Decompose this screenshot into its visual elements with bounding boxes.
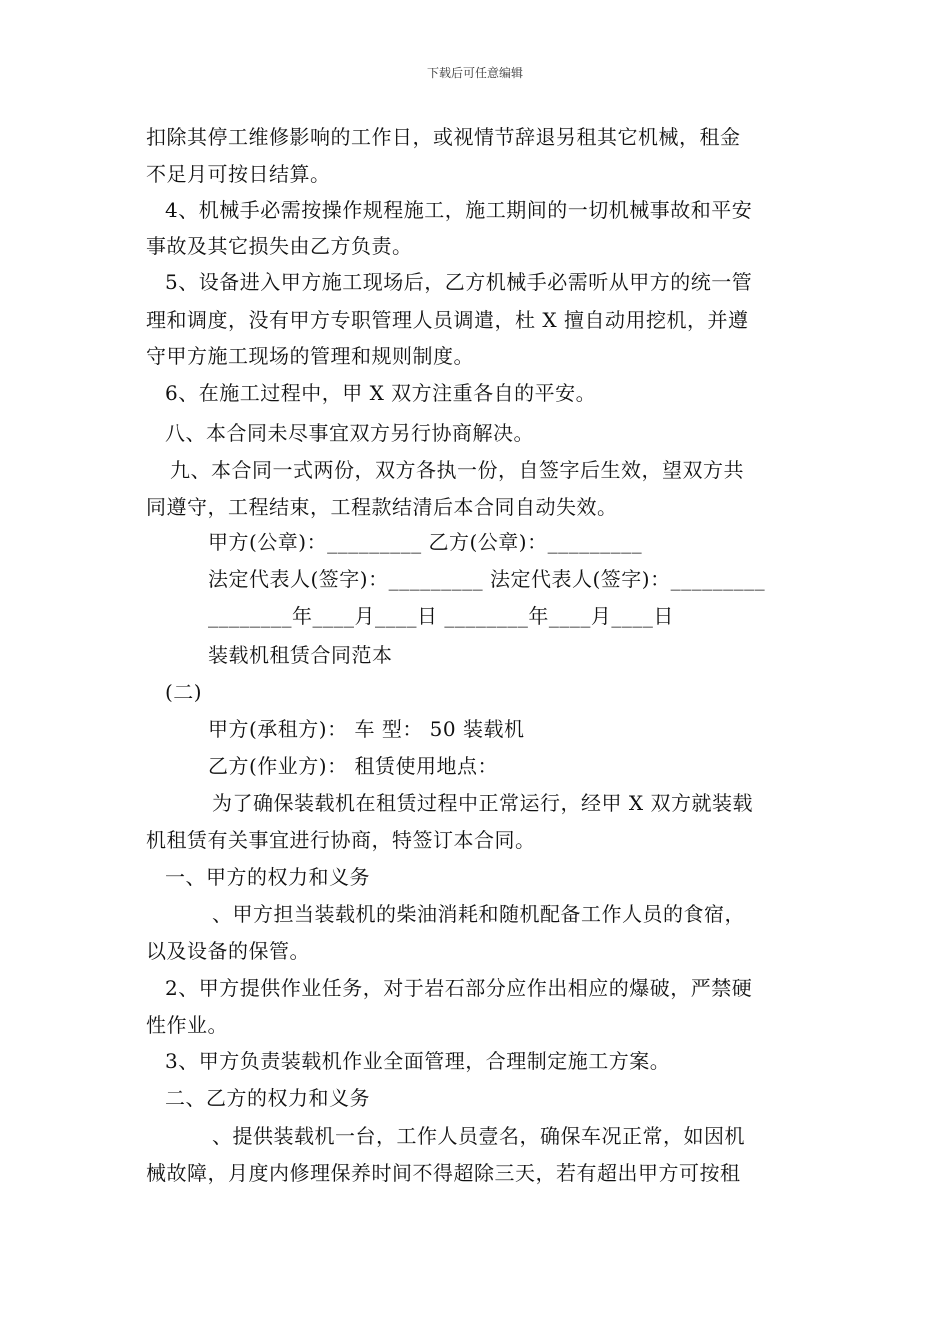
paragraph-line: 同遵守，工程结束，工程款结清后本合同自动失效。 (146, 495, 618, 519)
signature-line-representative: 法定代表人(签字)：_________ 法定代表人(签字)：_________ (208, 567, 766, 591)
paragraph-line: 理和调度，没有甲方专职管理人员调遣，杜 X 擅自动用挖机，并遵 (146, 308, 749, 332)
signature-line-seal: 甲方(公章)：_________ 乙方(公章)：_________ (208, 530, 643, 554)
page-header-note: 下载后可任意编辑 (426, 66, 523, 80)
paragraph-line: 5、设备进入甲方施工现场后，乙方机械手必需听从甲方的统一管 (165, 270, 753, 294)
signature-line-date: ________年____月____日 ________年____月____日 (208, 604, 674, 628)
party-b-line: 乙方(作业方)： 租赁使用地点： (208, 754, 498, 778)
section-heading: 二、乙方的权力和义务 (165, 1086, 370, 1110)
paragraph-line: 4、机械手必需按操作规程施工，施工期间的一切机械事故和平安 (165, 198, 753, 222)
paragraph-line: 八、本合同未尽事宜双方另行协商解决。 (165, 421, 534, 445)
contract-title: 装载机租赁合同范本 (208, 643, 393, 667)
paragraph-line: 守甲方施工现场的管理和规则制度。 (146, 344, 474, 368)
section-heading: 一、甲方的权力和义务 (165, 865, 370, 889)
paragraph-line: 为了确保装载机在租赁过程中正常运行，经甲 X 双方就装载 (212, 791, 753, 815)
paragraph-line: 事故及其它损失由乙方负责。 (146, 234, 413, 258)
party-a-line: 甲方(承租方)： 车 型： 50 装载机 (208, 717, 525, 741)
paragraph-line: 性作业。 (146, 1013, 228, 1037)
paragraph-line: 、甲方担当装载机的柴油消耗和随机配备工作人员的食宿， (212, 902, 745, 926)
paragraph-line: 3、甲方负责装载机作业全面管理，合理制定施工方案。 (165, 1049, 671, 1073)
paragraph-line: 九、本合同一式两份，双方各执一份，自签字后生效，望双方共 (170, 458, 744, 482)
paragraph-line: 2、甲方提供作业任务，对于岩石部分应作出相应的爆破，严禁硬 (165, 976, 753, 1000)
paragraph-line: 械故障，月度内修理保养时间不得超除三天，若有超出甲方可按租 (146, 1161, 741, 1185)
paragraph-line: 以及设备的保管。 (146, 939, 310, 963)
contract-subtitle: (二) (165, 680, 203, 704)
paragraph-line: 不足月可按日结算。 (146, 162, 331, 186)
paragraph-line: 、提供装载机一台，工作人员壹名，确保车况正常，如因机 (212, 1124, 745, 1148)
paragraph-line: 6、在施工过程中，甲 X 双方注重各自的平安。 (165, 381, 597, 405)
paragraph-line: 机租赁有关事宜进行协商，特签订本合同。 (146, 828, 536, 852)
paragraph-line: 扣除其停工维修影响的工作日，或视情节辞退另租其它机械，租金 (146, 125, 741, 149)
